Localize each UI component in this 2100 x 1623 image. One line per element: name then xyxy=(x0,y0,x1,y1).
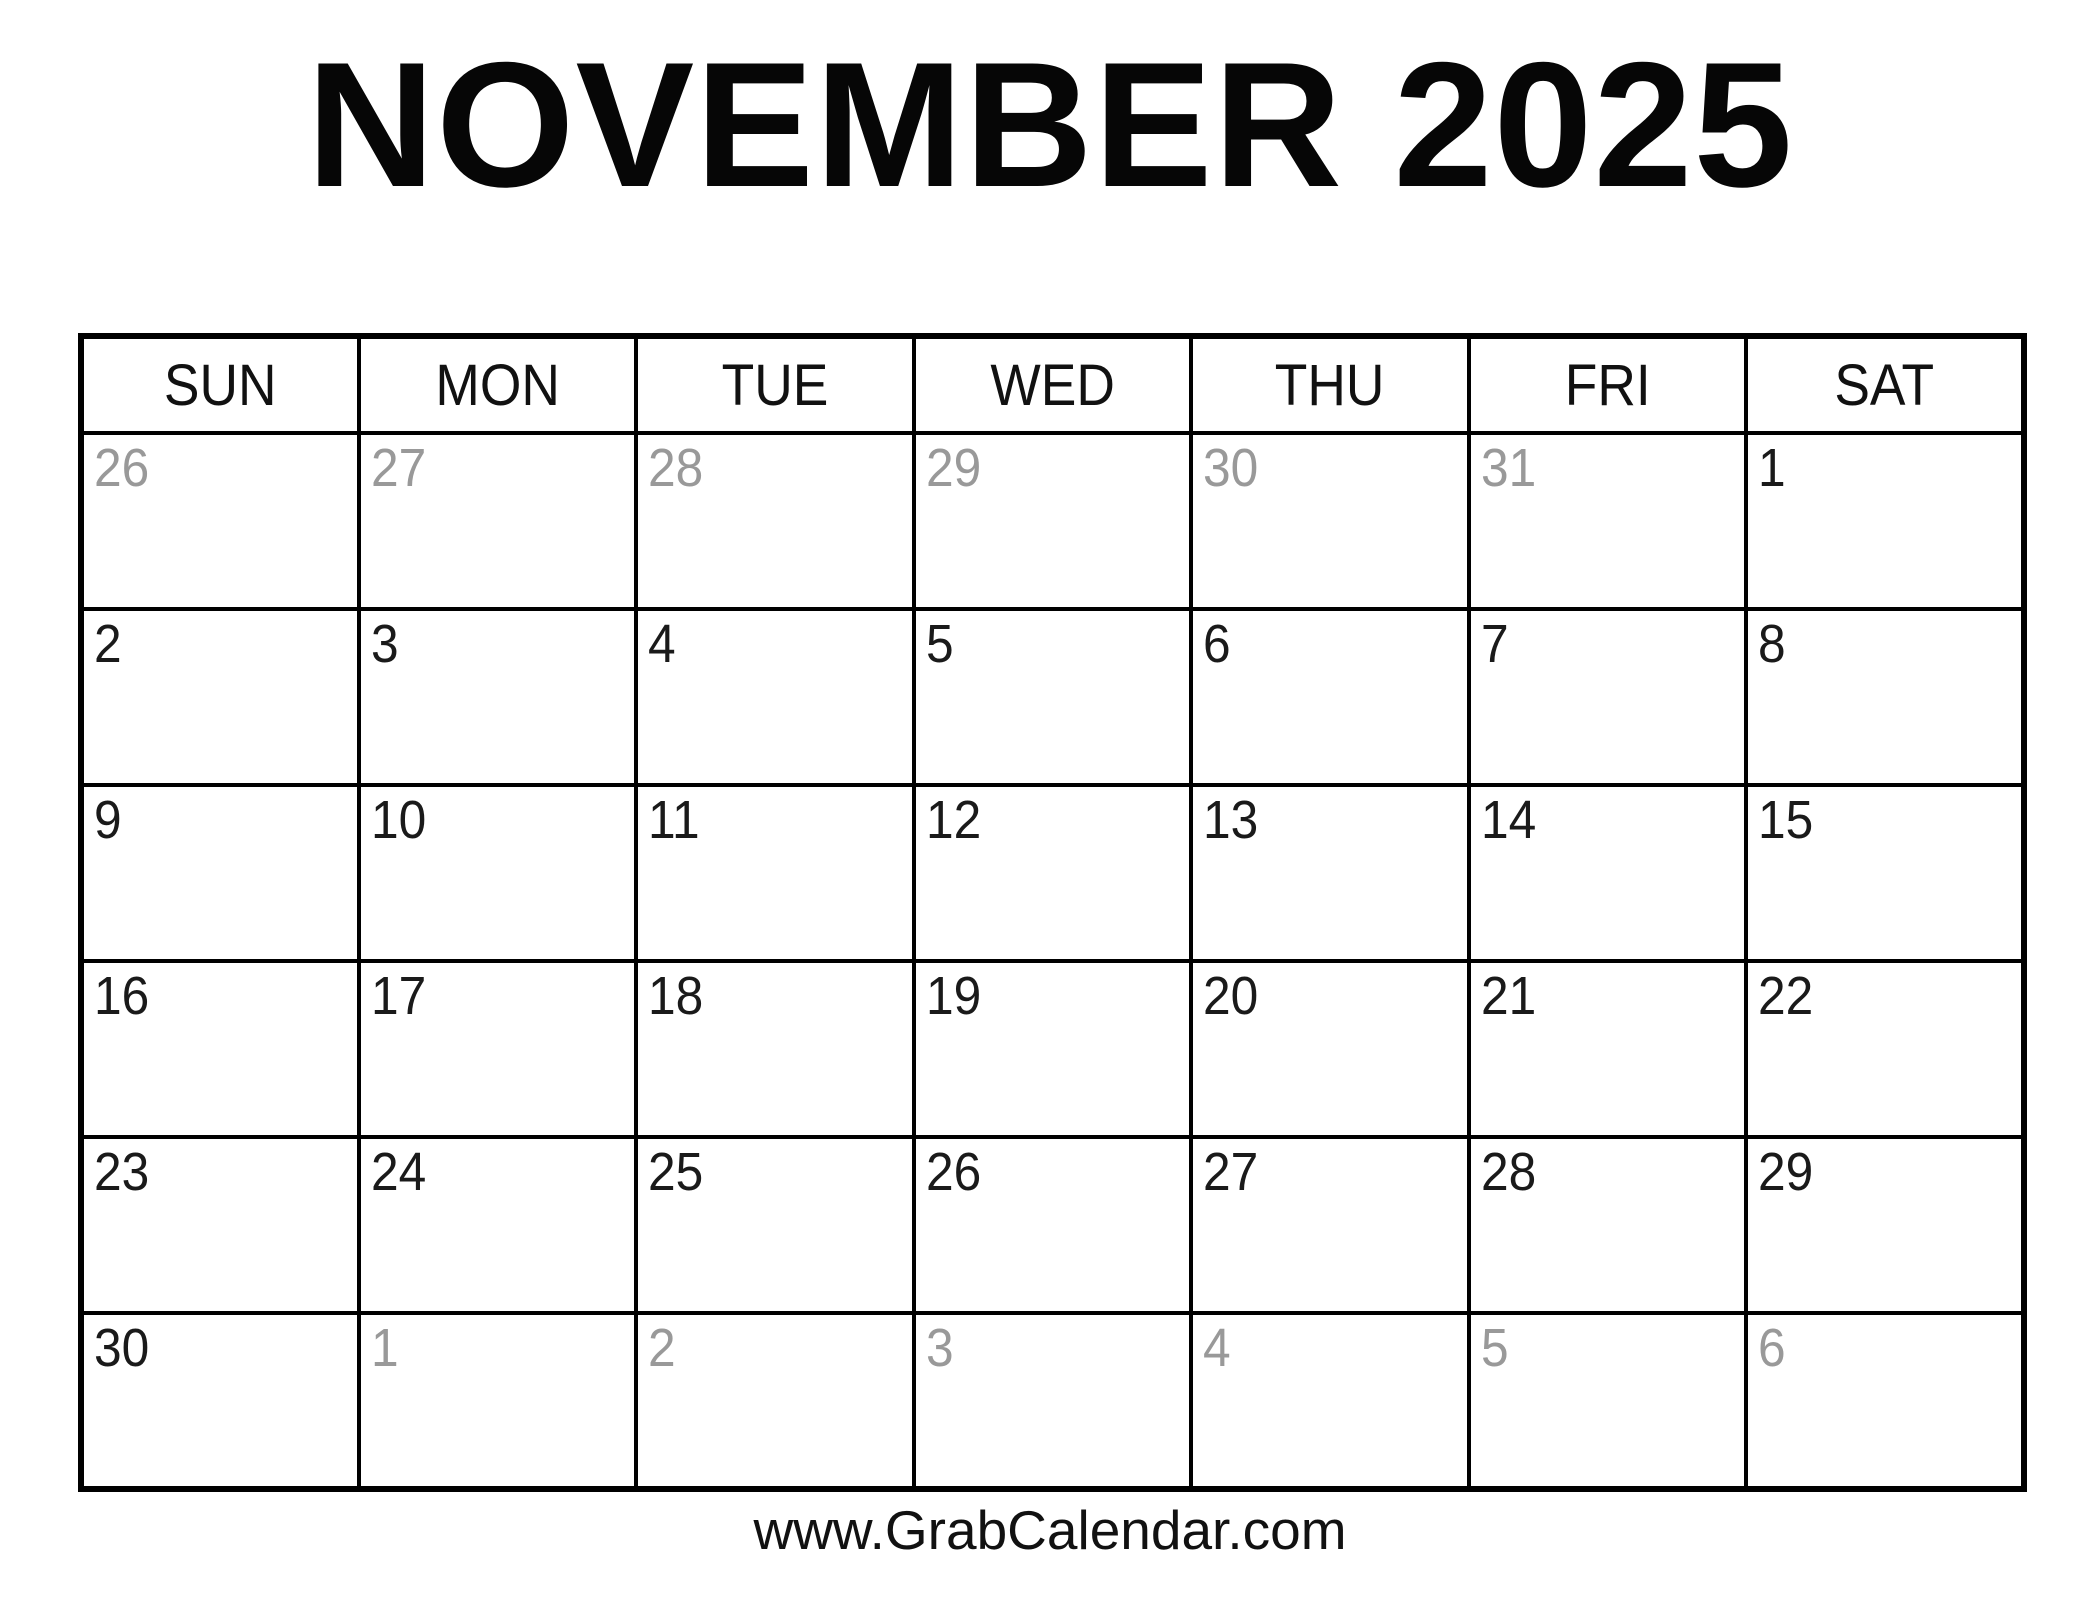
day-number: 13 xyxy=(1203,790,1259,850)
calendar-cell xyxy=(914,609,1192,785)
calendar-cell xyxy=(1191,1313,1469,1489)
day-number: 18 xyxy=(648,966,704,1026)
day-number: 14 xyxy=(1480,790,1537,850)
day-number: 31 xyxy=(1480,438,1537,498)
weekday-header-row xyxy=(81,336,2024,433)
day-number: 3 xyxy=(370,614,399,674)
day-number: 4 xyxy=(648,614,676,674)
calendar-week-row xyxy=(81,433,2024,609)
day-number: 23 xyxy=(94,1142,150,1202)
day-number: 2 xyxy=(648,1318,676,1378)
calendar-cell xyxy=(914,961,1192,1137)
calendar-cell xyxy=(359,785,637,961)
calendar-cell xyxy=(81,609,359,785)
day-number: 19 xyxy=(925,966,981,1026)
weekday-header-wed xyxy=(914,336,1192,433)
calendar-cell xyxy=(636,785,914,961)
calendar-week-row xyxy=(81,961,2024,1137)
day-number: 5 xyxy=(925,614,954,674)
day-number: 30 xyxy=(94,1318,150,1378)
weekday-label: MON xyxy=(435,352,560,418)
calendar-grid xyxy=(78,333,2027,1492)
day-number: 20 xyxy=(1203,966,1259,1026)
day-number: 3 xyxy=(925,1318,954,1378)
day-number: 21 xyxy=(1480,966,1537,1026)
calendar-cell xyxy=(1746,1137,2024,1313)
weekday-label: THU xyxy=(1275,352,1385,418)
calendar-cell xyxy=(359,1313,637,1489)
calendar-cell xyxy=(1469,785,1747,961)
calendar-cell xyxy=(914,433,1192,609)
day-number: 6 xyxy=(1758,1318,1787,1378)
calendar-cell xyxy=(359,609,637,785)
calendar-cell xyxy=(359,1137,637,1313)
calendar-cell xyxy=(1191,961,1469,1137)
day-number: 29 xyxy=(1758,1142,1814,1202)
day-number: 26 xyxy=(925,1142,981,1202)
day-number: 9 xyxy=(94,790,122,850)
calendar-cell xyxy=(914,1137,1192,1313)
calendar-cell xyxy=(636,1313,914,1489)
day-number: 25 xyxy=(648,1142,704,1202)
day-number: 22 xyxy=(1758,966,1814,1026)
website-url: www.GrabCalendar.com xyxy=(753,1499,1347,1561)
calendar-cell xyxy=(636,433,914,609)
day-number: 28 xyxy=(648,438,704,498)
day-number: 1 xyxy=(1758,438,1787,498)
weekday-header-tue xyxy=(636,336,914,433)
calendar-cell xyxy=(636,961,914,1137)
calendar-title: NOVEMBER 2025 xyxy=(306,25,1794,224)
calendar-cell xyxy=(1746,609,2024,785)
weekday-label: SAT xyxy=(1834,352,1935,418)
day-number: 17 xyxy=(370,966,426,1026)
day-number: 2 xyxy=(94,614,122,674)
calendar-week-row xyxy=(81,785,2024,961)
calendar-cell xyxy=(81,961,359,1137)
calendar-cell xyxy=(1746,961,2024,1137)
calendar-cell xyxy=(1746,1313,2024,1489)
day-number: 27 xyxy=(1203,1142,1259,1202)
calendar-cell xyxy=(1469,433,1747,609)
calendar-week-row xyxy=(81,609,2024,785)
weekday-header-fri xyxy=(1469,336,1747,433)
calendar-cell xyxy=(81,1313,359,1489)
day-number: 15 xyxy=(1758,790,1814,850)
calendar-cell xyxy=(1191,785,1469,961)
calendar-cell xyxy=(81,433,359,609)
calendar-cell xyxy=(359,433,637,609)
calendar-cell xyxy=(1191,433,1469,609)
day-number: 1 xyxy=(370,1318,399,1378)
weekday-label: FRI xyxy=(1564,352,1651,418)
weekday-label: TUE xyxy=(721,352,829,418)
calendar-cell xyxy=(1469,609,1747,785)
day-number: 24 xyxy=(370,1142,426,1202)
calendar-cell xyxy=(1746,785,2024,961)
day-number: 26 xyxy=(94,438,150,498)
day-number: 11 xyxy=(648,790,700,850)
day-number: 7 xyxy=(1480,614,1509,674)
day-number: 27 xyxy=(370,438,426,498)
day-number: 10 xyxy=(370,790,426,850)
calendar-cell xyxy=(914,1313,1192,1489)
weekday-header-sun xyxy=(81,336,359,433)
calendar-cell xyxy=(636,609,914,785)
calendar-week-row xyxy=(81,1313,2024,1489)
day-number: 6 xyxy=(1203,614,1231,674)
calendar-cell xyxy=(81,785,359,961)
calendar-cell xyxy=(1469,961,1747,1137)
day-number: 30 xyxy=(1203,438,1259,498)
calendar-cell xyxy=(81,1137,359,1313)
calendar-cell xyxy=(914,785,1192,961)
day-number: 8 xyxy=(1758,614,1787,674)
calendar-cell xyxy=(1191,609,1469,785)
day-number: 16 xyxy=(94,966,150,1026)
calendar-cell xyxy=(636,1137,914,1313)
weekday-label: SUN xyxy=(163,352,277,418)
day-number: 5 xyxy=(1480,1318,1509,1378)
calendar-cell xyxy=(1469,1313,1747,1489)
calendar-week-row xyxy=(81,1137,2024,1313)
weekday-label: WED xyxy=(990,352,1115,418)
day-number: 12 xyxy=(925,790,981,850)
weekday-header-mon xyxy=(359,336,637,433)
day-number: 4 xyxy=(1203,1318,1231,1378)
weekday-header-sat xyxy=(1746,336,2024,433)
calendar-cell xyxy=(1469,1137,1747,1313)
calendar-cell xyxy=(359,961,637,1137)
day-number: 29 xyxy=(925,438,981,498)
calendar-cell xyxy=(1191,1137,1469,1313)
day-number: 28 xyxy=(1480,1142,1537,1202)
calendar-cell xyxy=(1746,433,2024,609)
weekday-header-thu xyxy=(1191,336,1469,433)
